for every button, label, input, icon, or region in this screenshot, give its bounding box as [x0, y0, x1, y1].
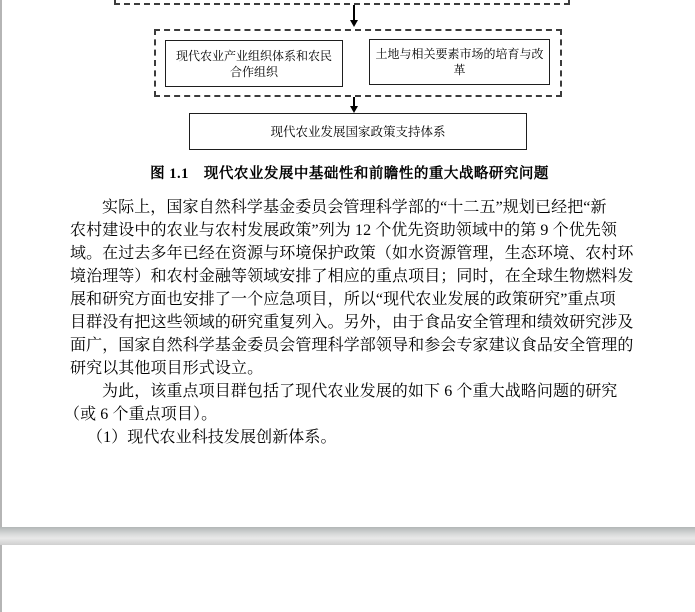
paragraph-1-line-2: 农村建设中的农业与农村发展政策”列为 12 个优先资助领域中的第 9 个优先领 [70, 222, 618, 239]
flow-arrow-down-1 [353, 5, 355, 20]
body-text [64, 196, 634, 449]
box-land-text: 土地与相关要素市场的培育与改革 [375, 47, 544, 77]
document-page-2 [0, 545, 695, 612]
box-land-market-reform [369, 39, 550, 85]
paragraph-2-line-2: （或 6 个重点项目）。 [64, 406, 218, 423]
box-policy-text: 现代农业发展国家政策支持体系 [270, 124, 446, 139]
figure-caption: 图 1.1 现代农业发展中基础性和前瞻性的重大战略研究问题 [150, 166, 549, 182]
paragraph-1-line-7: 面广，国家自然科学基金委员会管理科学部领导和参会专家建议食品安全管理的 [70, 337, 634, 354]
paragraph-1-line-5: 展和研究方面也安排了一个应急项目，所以“现代农业发展的政策研究”重点项 [70, 291, 616, 308]
box-modern-agriculture-organization [165, 40, 343, 87]
dashed-group-top-partial [114, 0, 570, 5]
flow-arrow-down-2 [353, 97, 355, 106]
box-org-text-line2: 合作组织 [229, 64, 278, 79]
flow-arrow-down-2-head [350, 106, 358, 113]
page-gap-separator [0, 527, 695, 545]
paragraph-1-line-3: 域。在过去多年已经在资源与环境保护政策（如水资源管理，生态环境、农村环 [70, 245, 634, 262]
flow-arrow-down-1-head [350, 20, 358, 27]
list-item-1: （1）现代农业科技发展创新体系。 [87, 429, 337, 446]
paragraph-1-line-8: 研究以其他项目形式设立。 [70, 360, 264, 377]
box-national-policy-support [189, 113, 527, 150]
box-org-text-line1: 现代农业产业组织体系和农民 [175, 48, 332, 63]
paragraph-1-line-6: 目群没有把这些领域的研究重复列入。另外，由于食品安全管理和绩效研究涉及 [70, 314, 634, 331]
paragraph-1-line-1: 实际上，国家自然科学基金委员会管理科学部的“十二五”规划已经把“新 [102, 199, 607, 216]
paragraph-2-line-1: 为此，该重点项目群包括了现代农业发展的如下 6 个重大战略问题的研究 [102, 383, 618, 400]
paragraph-1-line-4: 境治理等）和农村金融等领域安排了相应的重点项目；同时，在全球生物燃料发 [70, 268, 634, 285]
